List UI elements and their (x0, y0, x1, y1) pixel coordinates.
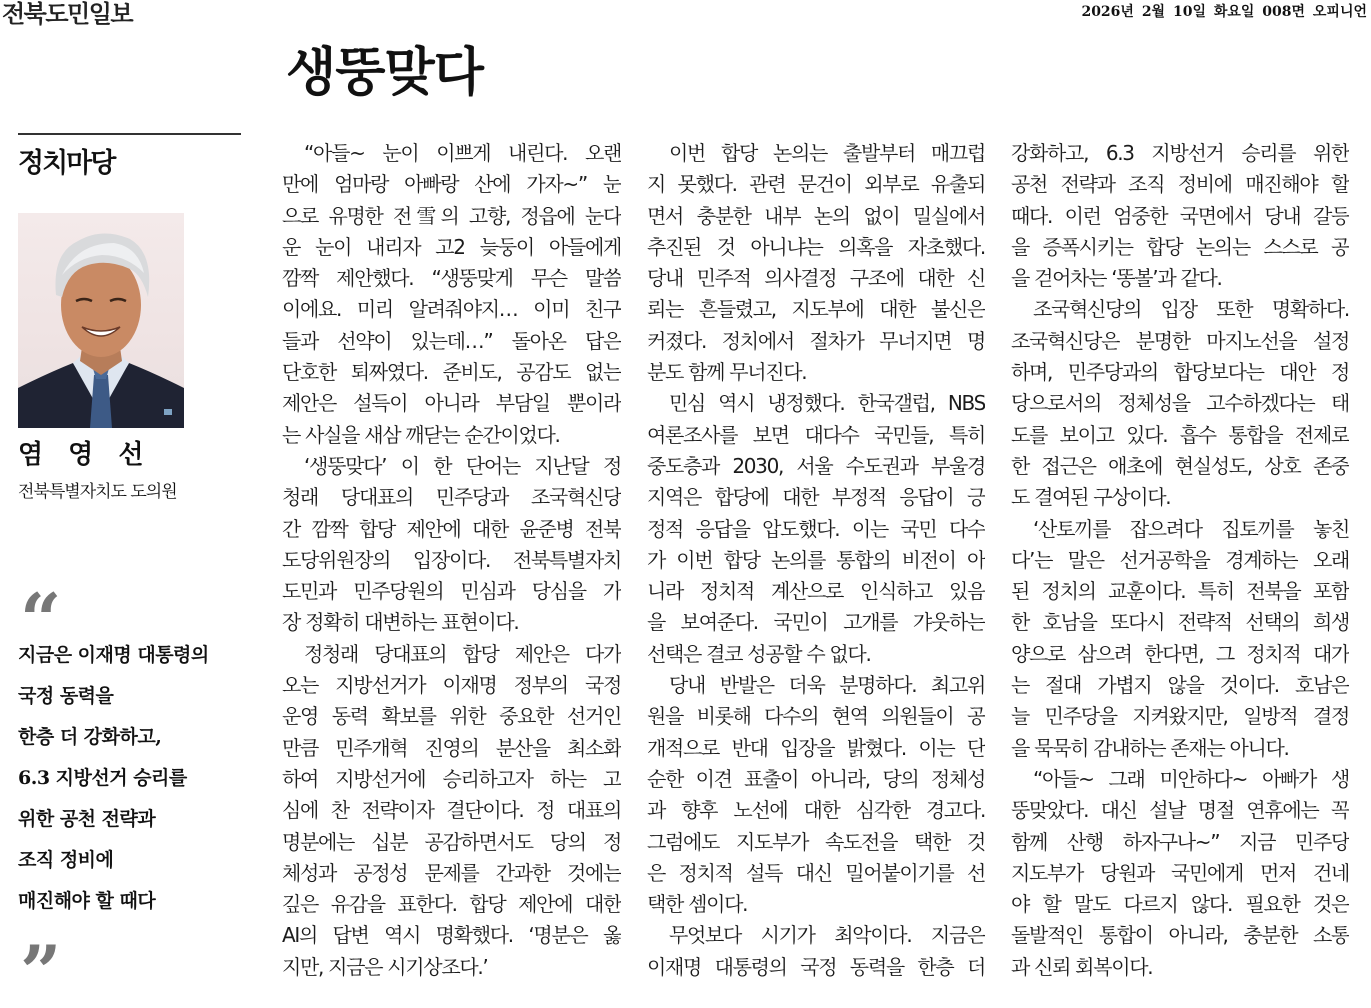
article-line: “아들~ 그래 미안하다~ 아빠가 생 (1033, 766, 1349, 791)
dateline: 2026년 2월 10일 화요일 008면 오피니언 (1081, 4, 1367, 20)
article-line: 을 걷어차는 ‘똥볼’과 같다. (1011, 266, 1222, 291)
article-line: 도를 보이고 있다. 흡수 통합을 전제로 (1011, 422, 1349, 447)
article-line: 지역은 합당에 대한 부정적 응답이 긍 (647, 485, 985, 510)
article-line: 지 못했다. 관련 문건이 외부로 유출되 (647, 172, 985, 197)
article-line: 도당위원장의 입장이다. 전북특별자치 (282, 547, 621, 572)
article-line: 들과 선약이 있는데…” 돌아온 답은 (282, 328, 621, 353)
article-line: 된 정치의 교훈이다. 특히 전북을 포함 (1011, 579, 1349, 604)
article-line: 뢰는 흔들렸고, 지도부에 대한 불신은 (647, 297, 985, 322)
article-line: “아들~ 눈이 이쁘게 내린다. 오랜 (304, 141, 621, 165)
article-line: 운영 동력 확보를 위한 중요한 선거인 (282, 704, 621, 729)
pull-quote-line: 지금은 이재명 대통령의 (18, 644, 209, 666)
pull-quote-line: 6.3 지방선거 승리를 (18, 767, 187, 789)
article-line: 택한 셈이다. (647, 892, 748, 917)
article-line: 깜짝 제안했다. “생뚱맞게 무슨 말씀 (282, 266, 621, 291)
article-line: 원을 비롯해 다수의 현역 의원들이 공 (647, 704, 985, 729)
author-title: 전북특별자치도 도의원 (18, 482, 177, 502)
article-line: 만큼 민주개혁 진영의 분산을 최소화 (282, 735, 621, 760)
article-line: 심에 찬 전략이자 결단이다. 정 대표의 (282, 798, 621, 823)
article-line: 그럼에도 지도부가 속도전을 택한 것 (647, 829, 985, 854)
article-line: 이재명 대통령의 국정 동력을 한층 더 (647, 954, 985, 979)
close-quote-icon: ” (20, 929, 62, 1008)
article-line: 오는 지방선거가 이재명 정부의 국정 (282, 673, 621, 698)
article-line: 커졌다. 정치에서 절차가 무너지면 명 (647, 328, 985, 353)
article-line: 추진된 것 아니냐는 의혹을 자초했다. (647, 234, 985, 259)
pull-quote-line: 국정 동력을 (18, 685, 114, 707)
article-line: 선택은 결코 성공할 수 없다. (647, 641, 871, 666)
article-line: 운 눈이 내리자 고2 늦둥이 아들에게 (282, 234, 621, 259)
article-column-3 (1011, 138, 1349, 983)
article-line: 면서 충분한 내부 논의 없이 밀실에서 (647, 203, 985, 228)
article-line: 중도층과 2030, 서울 수도권과 부울경 (647, 453, 985, 478)
article-line: 는 절대 가볍지 않을 것이다. 호남은 (1011, 673, 1349, 698)
article-line: 을 묵묵히 감내하는 존재는 아니다. (1011, 735, 1289, 760)
article-line: 정적 응답을 압도했다. 이는 국민 다수 (647, 516, 985, 541)
article-line: 과 향후 노선에 대한 심각한 경고다. (647, 798, 985, 823)
article-line: 제안은 설득이 아니라 부담일 뿐이라 (282, 391, 621, 416)
article-line: 때다. 이런 엄중한 국면에서 당내 갈등 (1011, 203, 1349, 228)
article-line: 는 사실을 새삼 깨닫는 순간이었다. (282, 422, 560, 447)
article-line: 명분에는 십분 공감하면서도 당의 정 (282, 829, 621, 854)
article-line: 조국혁신당의 입장 또한 명확하다. (1033, 297, 1349, 322)
article-line: 과 신뢰 회복이다. (1011, 954, 1153, 979)
pull-quote-line: 위한 공천 전략과 (18, 808, 156, 830)
article-line: 한 접근은 애초에 현실성도, 상호 존중 (1011, 453, 1349, 478)
article-line: 순한 이견 표출이 아니라, 당의 정체성 (647, 766, 985, 791)
article-line: 은 정치적 설득 대신 밀어붙이기를 선 (647, 860, 985, 885)
author-name: 염 영 선 (18, 440, 152, 470)
article-line: 하며, 민주당과의 합당보다는 대안 정 (1011, 360, 1349, 385)
article-line: 민심 역시 냉정했다. 한국갤럽, NBS (669, 391, 985, 416)
pull-quote-line: 조직 정비에 (18, 849, 114, 871)
article-line: 도 결여된 구상이다. (1011, 485, 1171, 510)
article-line: 장 정확히 대변하는 표현이다. (282, 610, 519, 635)
article-line: 다’는 말은 선거공학을 경계하는 오래 (1011, 547, 1349, 572)
article-line: ‘산토끼를 잡으려다 집토끼를 놓친 (1033, 516, 1349, 541)
article-line: 청래 당대표의 민주당과 조국혁신당 (282, 485, 621, 510)
article-line: AI의 답변 역시 명확했다. ‘명분은 옳 (282, 923, 621, 948)
article-line: 체성과 공정성 문제를 간과한 것에는 (282, 860, 621, 885)
article-line: 가 이번 합당 논의를 통합의 비전이 아 (647, 547, 985, 572)
article-line: 한 호남을 또다시 전략적 선택의 희생 (1011, 610, 1349, 635)
article-line: 단호한 퇴짜였다. 준비도, 공감도 없는 (282, 360, 621, 385)
article-line: 지도부가 당원과 국민에게 먼저 건네 (1011, 860, 1349, 885)
article-line: 이번 합당 논의는 출발부터 매끄럽 (669, 141, 985, 165)
article-line: 공천 전략과 조직 정비에 매진해야 할 (1011, 172, 1349, 197)
open-quote-icon: “ (20, 577, 62, 662)
article-line: 강화하고, 6.3 지방선거 승리를 위한 (1011, 141, 1349, 165)
article-line: 을 보여준다. 국민이 고개를 갸웃하는 (647, 610, 985, 635)
pull-quote-line: 한층 더 강화하고, (18, 726, 162, 748)
author-portrait (18, 213, 184, 428)
article-line: 당으로서의 정체성을 고수하겠다는 태 (1011, 391, 1349, 416)
article-line: 양으로 삼으려 한다면, 그 정치적 대가 (1011, 641, 1349, 666)
article-line: 으로 유명한 전雪의 고향, 정읍에 눈다 (282, 203, 621, 228)
article-line: 야 할 말도 다르지 않다. 필요한 것은 (1011, 892, 1349, 917)
article-line: 니라 정치적 계산으로 인식하고 있음 (647, 579, 985, 604)
article-line: 함께 산행 하자구나~” 지금 민주당 (1011, 829, 1349, 854)
article-line: ‘생뚱맞다’ 이 한 단어는 지난달 정 (304, 453, 621, 478)
article-line: 돌발적인 통합이 아니라, 충분한 소통 (1011, 923, 1349, 948)
article-line: 조국혁신당은 분명한 마지노선을 설정 (1011, 328, 1349, 353)
section-rule (18, 133, 241, 135)
masthead-logo: 전북도민일보 (2, 0, 133, 28)
article-line: 분도 함께 무너진다. (647, 360, 807, 385)
article-column-2 (647, 138, 985, 983)
article-line: 깊은 유감을 표한다. 합당 제안에 대한 (282, 892, 621, 917)
article-line: 이에요. 미리 알려줘야지… 이미 친구 (282, 297, 621, 322)
article-column-1 (282, 138, 621, 983)
section-title: 정치마당 (18, 148, 115, 179)
article-line: 늘 민주당을 지켜왔지만, 일방적 결정 (1011, 704, 1349, 729)
headline: 생뚱맞다 (286, 43, 483, 103)
article-line: 당내 반발은 더욱 분명하다. 최고위 (669, 673, 985, 698)
article-line: 뚱맞았다. 대신 설날 명절 연휴에는 꼭 (1011, 798, 1349, 823)
pull-quote (18, 640, 248, 927)
article-line: 당내 민주적 의사결정 구조에 대한 신 (647, 266, 985, 291)
article-line: 정청래 당대표의 합당 제안은 다가 (304, 641, 621, 666)
article-line: 간 깜짝 합당 제안에 대한 윤준병 전북 (282, 516, 621, 541)
article-line: 개적으로 반대 입장을 밝혔다. 이는 단 (647, 735, 985, 760)
article-line: 지만, 지금은 시기상조다.’ (282, 954, 488, 979)
pull-quote-line: 매진해야 할 때다 (18, 890, 156, 912)
article-line: 하여 지방선거에 승리하고자 하는 고 (282, 766, 621, 791)
article-line: 여론조사를 보면 대다수 국민들, 특히 (647, 422, 985, 447)
article-line: 을 증폭시키는 합당 논의는 스스로 공 (1011, 234, 1349, 259)
article-line: 무엇보다 시기가 최악이다. 지금은 (669, 923, 985, 948)
article-line: 도민과 민주당원의 민심과 당심을 가 (282, 579, 621, 604)
article-line: 만에 엄마랑 아빠랑 산에 가자~” 눈 (282, 172, 621, 197)
